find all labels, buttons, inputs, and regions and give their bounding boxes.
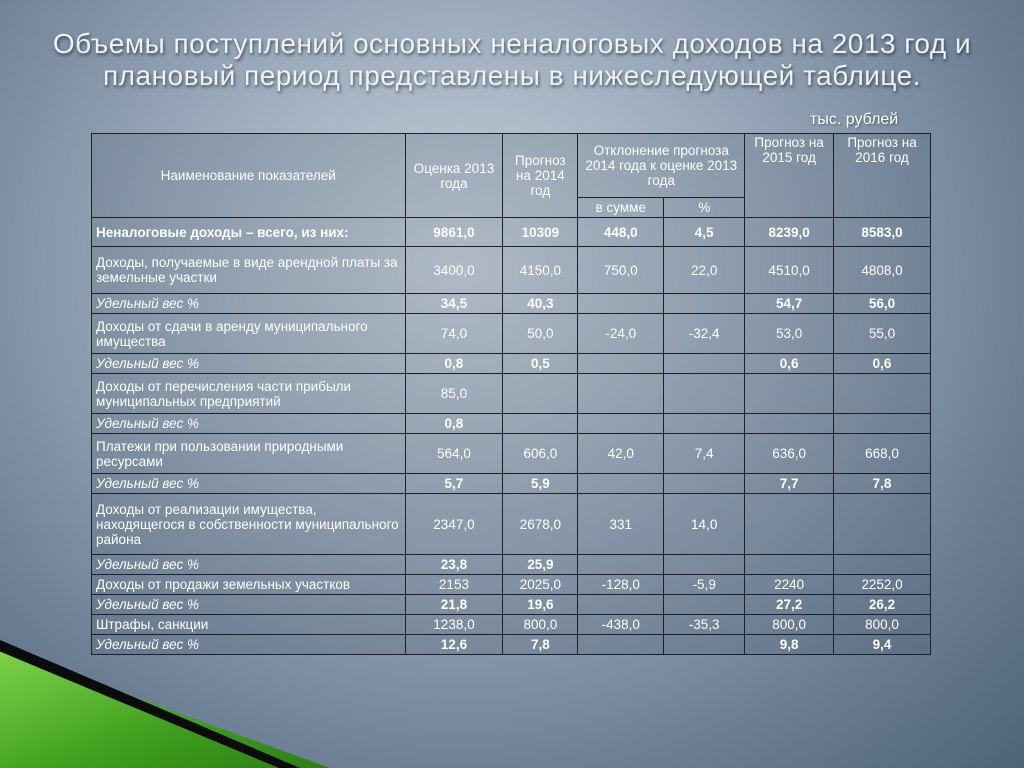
row-value: 4,5	[664, 218, 745, 247]
row-value: 800,0	[503, 615, 578, 635]
row-value: 12,6	[405, 635, 503, 655]
row-value: 8583,0	[834, 218, 931, 247]
row-value: 668,0	[834, 434, 931, 474]
row-value	[503, 374, 578, 414]
row-value: 10309	[503, 218, 578, 247]
row-value	[745, 414, 834, 434]
table-row	[92, 294, 931, 314]
row-value	[745, 555, 834, 575]
row-name: Удельный вес %	[92, 414, 406, 434]
row-value: 42,0	[578, 434, 664, 474]
row-value: -5,9	[664, 575, 745, 595]
table-row	[92, 374, 931, 414]
row-value: 2678,0	[503, 494, 578, 555]
row-value	[578, 555, 664, 575]
row-value: 53,0	[745, 314, 834, 354]
row-value: 564,0	[405, 434, 503, 474]
header-deviation-pct: %	[664, 198, 745, 218]
row-name: Доходы от перечисления части прибыли муниципальных предприятий	[92, 374, 406, 414]
row-value	[578, 595, 664, 615]
row-value: 27,2	[745, 595, 834, 615]
row-value: 9861,0	[405, 218, 503, 247]
row-value: -35,3	[664, 615, 745, 635]
row-name: Удельный вес %	[92, 474, 406, 494]
row-value: 7,8	[503, 635, 578, 655]
row-name: Удельный вес %	[92, 635, 406, 655]
header-name: Наименование показателей	[92, 134, 406, 218]
row-value: 22,0	[664, 247, 745, 294]
row-value: 636,0	[745, 434, 834, 474]
table-row	[92, 434, 931, 474]
row-value	[834, 555, 931, 575]
row-value	[664, 294, 745, 314]
table-row	[92, 615, 931, 635]
row-value	[664, 635, 745, 655]
row-value: -128,0	[578, 575, 664, 595]
row-value	[578, 474, 664, 494]
row-value: 3400,0	[405, 247, 503, 294]
row-value	[834, 494, 931, 555]
row-value: 331	[578, 494, 664, 555]
row-value	[664, 374, 745, 414]
row-value: -438,0	[578, 615, 664, 635]
row-value: 0,6	[834, 354, 931, 374]
row-value: 800,0	[745, 615, 834, 635]
row-value: 0,5	[503, 354, 578, 374]
row-value: 50,0	[503, 314, 578, 354]
row-value: 9,8	[745, 635, 834, 655]
row-value: -32,4	[664, 314, 745, 354]
row-value: 56,0	[834, 294, 931, 314]
row-value	[834, 374, 931, 414]
table-row	[92, 414, 931, 434]
table-row	[92, 354, 931, 374]
row-value: 606,0	[503, 434, 578, 474]
row-value	[503, 414, 578, 434]
row-value: 750,0	[578, 247, 664, 294]
row-value: 1238,0	[405, 615, 503, 635]
row-name: Неналоговые доходы – всего, из них:	[92, 218, 406, 247]
row-name: Платежи при пользовании природными ресурсами	[92, 434, 406, 474]
row-value: 7,7	[745, 474, 834, 494]
row-value: 25,9	[503, 555, 578, 575]
row-value: 19,6	[503, 595, 578, 615]
table-row	[92, 218, 931, 247]
row-value	[664, 474, 745, 494]
table-row	[92, 635, 931, 655]
row-value: -24,0	[578, 314, 664, 354]
row-value	[834, 414, 931, 434]
header-forecast-2016: Прогноз на 2016 год	[834, 134, 931, 218]
row-value: 2347,0	[405, 494, 503, 555]
row-value	[664, 555, 745, 575]
row-name: Доходы от продажи земельных участков	[92, 575, 406, 595]
row-value: 5,7	[405, 474, 503, 494]
row-value	[578, 294, 664, 314]
row-value	[745, 374, 834, 414]
row-name: Доходы от реализации имущества, находящегося в собственности муниципального района	[92, 494, 406, 555]
row-value: 5,9	[503, 474, 578, 494]
row-value	[578, 374, 664, 414]
row-name: Удельный вес %	[92, 294, 406, 314]
row-value: 55,0	[834, 314, 931, 354]
row-value: 0,8	[405, 354, 503, 374]
row-value: 85,0	[405, 374, 503, 414]
row-value: 2252,0	[834, 575, 931, 595]
header-forecast-2015: Прогноз на 2015 год	[745, 134, 834, 218]
table-row	[92, 247, 931, 294]
row-value: 2240	[745, 575, 834, 595]
row-value: 4808,0	[834, 247, 931, 294]
row-value: 448,0	[578, 218, 664, 247]
slide-title: Объемы поступлений основных неналоговых доходов на 2013 год и плановый период представлены в нижеследующей таблице.	[52, 28, 972, 91]
table-row	[92, 575, 931, 595]
row-value: 2025,0	[503, 575, 578, 595]
row-value: 14,0	[664, 494, 745, 555]
row-value: 74,0	[405, 314, 503, 354]
row-name: Доходы, получаемые в виде арендной платы за земельные участки	[92, 247, 406, 294]
table-row	[92, 555, 931, 575]
header-estimate-2013: Оценка 2013 года	[405, 134, 503, 218]
row-value: 7,8	[834, 474, 931, 494]
row-value: 26,2	[834, 595, 931, 615]
revenue-table	[91, 133, 931, 655]
header-deviation-sum: в сумме	[578, 198, 664, 218]
row-name: Удельный вес %	[92, 555, 406, 575]
row-value: 21,8	[405, 595, 503, 615]
row-value	[664, 414, 745, 434]
row-value: 8239,0	[745, 218, 834, 247]
row-value: 2153	[405, 575, 503, 595]
row-value	[664, 595, 745, 615]
row-name: Удельный вес %	[92, 595, 406, 615]
row-value: 40,3	[503, 294, 578, 314]
row-value	[578, 354, 664, 374]
row-value: 34,5	[405, 294, 503, 314]
row-value: 0,8	[405, 414, 503, 434]
row-value	[578, 635, 664, 655]
table-row	[92, 474, 931, 494]
row-value: 23,8	[405, 555, 503, 575]
table-row	[92, 494, 931, 555]
row-value: 4510,0	[745, 247, 834, 294]
row-name: Штрафы, санкции	[92, 615, 406, 635]
header-row	[92, 134, 931, 198]
row-value: 7,4	[664, 434, 745, 474]
row-value	[745, 494, 834, 555]
header-deviation: Отклонение прогноза 2014 года к оценке 2013 года	[578, 134, 745, 198]
row-value: 54,7	[745, 294, 834, 314]
table-row	[92, 595, 931, 615]
unit-label: тыс. рублей	[810, 111, 899, 128]
row-name: Удельный вес %	[92, 354, 406, 374]
row-value: 800,0	[834, 615, 931, 635]
row-value	[664, 354, 745, 374]
table-row	[92, 314, 931, 354]
row-value: 4150,0	[503, 247, 578, 294]
header-forecast-2014: Прогноз на 2014 год	[503, 134, 578, 218]
row-name: Доходы от сдачи в аренду муниципального имущества	[92, 314, 406, 354]
row-value	[578, 414, 664, 434]
row-value: 0,6	[745, 354, 834, 374]
row-value: 9,4	[834, 635, 931, 655]
